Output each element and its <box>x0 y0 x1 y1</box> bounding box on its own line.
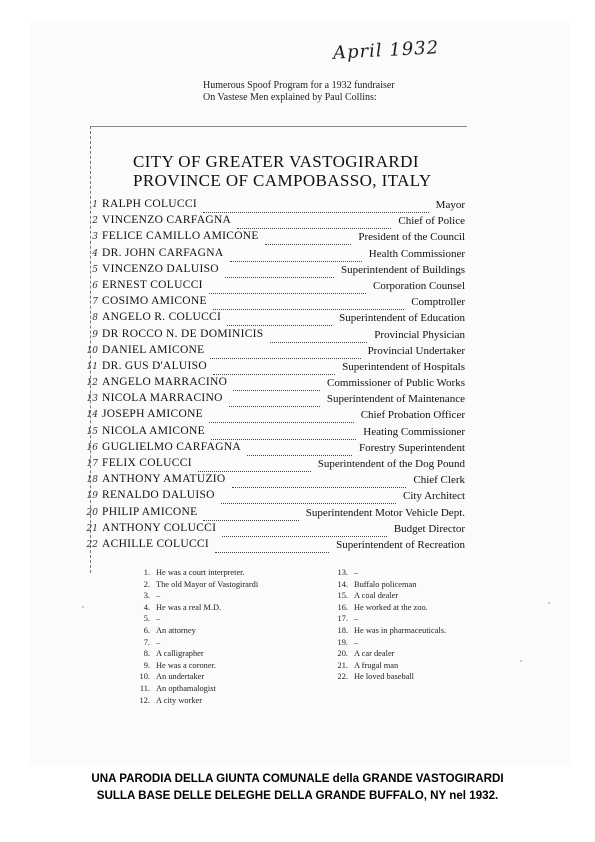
official-name: RALPH COLUCCI <box>102 198 197 210</box>
roster-number: 6 <box>92 280 98 291</box>
roster-number: 8 <box>92 313 98 324</box>
dot-leader <box>229 392 320 407</box>
note-text: He was a real M.D. <box>156 602 222 612</box>
dot-leader <box>209 279 366 294</box>
roster-number: 20 <box>86 507 98 518</box>
roster-number: 16 <box>86 442 98 453</box>
dot-leader <box>247 441 352 456</box>
note-text: He was a court interpreter. <box>156 568 245 577</box>
note-number: 13. <box>337 568 348 577</box>
dot-leader <box>203 506 299 521</box>
roster-row <box>80 522 465 538</box>
official-title: Superintendent of Recreation <box>333 539 465 551</box>
note-item <box>136 695 336 707</box>
note-item <box>334 671 524 683</box>
roster-row <box>80 376 465 392</box>
official-title: Mayor <box>433 199 465 211</box>
header-note-line: On Vastese Men explained by Paul Collins: <box>203 92 377 103</box>
roster-row <box>80 279 465 295</box>
note-item <box>136 590 336 602</box>
dot-leader <box>222 522 387 537</box>
note-item <box>136 625 336 637</box>
scan-speck <box>82 606 84 608</box>
header-note <box>203 80 483 104</box>
clipping-title-line: CITY OF GREATER VASTOGIRARDI <box>133 152 419 171</box>
dot-leader <box>221 489 396 504</box>
roster-number: 3 <box>92 232 98 243</box>
note-number: 7. <box>143 637 150 647</box>
dot-leader <box>230 247 362 262</box>
roster-number: 19 <box>86 491 98 502</box>
official-name: FELICE CAMILLO AMICONE <box>102 230 259 243</box>
clipping-title <box>133 152 453 190</box>
note-text: A coal dealer <box>354 591 399 601</box>
note-number: 3. <box>143 591 150 601</box>
note-item <box>136 602 336 614</box>
note-number: 2. <box>143 579 150 589</box>
official-title: Budget Director <box>391 523 465 535</box>
official-name: DR. GUS D'ALUISO <box>102 359 207 372</box>
official-name: FELIX COLUCCI <box>102 457 192 469</box>
roster-row <box>80 392 465 408</box>
note-item <box>334 602 524 614</box>
official-title: Superintendent of Maintenance <box>324 393 465 405</box>
official-name: RENALDO DALUISO <box>102 489 215 502</box>
official-name: VINCENZO CARFAGNA <box>102 214 232 227</box>
note-text: The old Mayor of Vastogirardi <box>156 579 259 589</box>
dot-leader <box>227 311 332 326</box>
note-item <box>334 637 524 649</box>
note-item <box>136 683 336 695</box>
dot-leader <box>198 457 311 472</box>
roster-row <box>80 489 465 505</box>
note-item <box>136 579 336 591</box>
note-text: A frugal man <box>354 660 399 670</box>
note-number: 16. <box>337 602 348 612</box>
note-item <box>136 567 336 579</box>
official-title: Forestry Superintendent <box>356 442 465 454</box>
roster-row <box>80 506 465 522</box>
roster-row <box>80 441 465 457</box>
handwritten-date: April 1932 <box>332 37 440 64</box>
roster-number: 18 <box>86 475 98 486</box>
note-item <box>136 671 336 683</box>
note-number: 14. <box>337 579 348 589</box>
note-item <box>334 660 524 672</box>
dot-leader <box>211 425 356 440</box>
note-number: 20. <box>337 649 348 659</box>
scan-speck <box>548 602 550 604</box>
roster-row <box>80 425 465 441</box>
caption-line: SULLA BASE DELLE DELEGHE DELLA GRANDE BUFFALO, NY nel 1932. <box>96 789 499 802</box>
note-text: He was a coroner. <box>156 660 216 670</box>
note-item <box>136 660 336 672</box>
dot-leader <box>225 263 334 278</box>
official-title: Superintendent of Hospitals <box>339 361 465 373</box>
note-number: 4. <box>143 602 150 612</box>
official-name: ANGELO MARRACINO <box>102 376 228 389</box>
roster-number: 13 <box>86 394 98 405</box>
roster-row <box>80 473 465 489</box>
officials-roster <box>80 198 465 554</box>
roster-row <box>80 214 465 230</box>
roster-row <box>80 311 465 327</box>
roster-number: 14 <box>86 410 98 421</box>
note-item <box>334 579 524 591</box>
roster-row <box>80 344 465 360</box>
official-title: Heating Commissioner <box>360 426 465 438</box>
header-note-line: Humerous Spoof Program for a 1932 fundraiser <box>203 80 395 91</box>
roster-row <box>80 295 465 311</box>
note-text: – <box>354 568 359 577</box>
note-number: 5. <box>143 614 150 624</box>
note-number: 12. <box>139 695 150 705</box>
official-name: ERNEST COLUCCI <box>102 278 203 291</box>
dot-leader <box>232 473 406 488</box>
official-title: Superintendent of Education <box>336 312 465 324</box>
dot-leader <box>233 376 320 391</box>
note-item <box>136 637 336 649</box>
note-text: – <box>156 614 161 624</box>
official-name: VINCENZO DALUISO <box>102 262 219 275</box>
note-number: 22. <box>337 672 348 682</box>
roster-number: 10 <box>86 345 98 356</box>
roster-row <box>80 538 465 554</box>
roster-number: 7 <box>92 297 98 308</box>
note-item <box>334 613 524 625</box>
note-text: A car dealer <box>354 649 395 659</box>
note-item <box>136 648 336 660</box>
note-text: – <box>354 637 359 647</box>
note-text: An attorney <box>156 625 196 635</box>
note-number: 17. <box>337 614 348 624</box>
official-title: Provincial Physician <box>371 329 465 341</box>
official-name: ANTHONY AMATUZIO <box>102 473 226 486</box>
roster-number: 11 <box>86 361 98 372</box>
note-number: 18. <box>337 625 348 635</box>
official-title: Comptroller <box>408 296 465 308</box>
scan-speck <box>520 660 522 662</box>
note-number: 10. <box>139 672 150 682</box>
official-name: NICOLA AMICONE <box>102 424 205 437</box>
official-name: PHILIP AMICONE <box>102 505 198 518</box>
roster-number: 21 <box>86 523 98 534</box>
dot-leader <box>237 214 391 229</box>
official-name: GUGLIELMO CARFAGNA <box>102 440 242 453</box>
roster-number: 15 <box>86 426 98 437</box>
note-text: He worked at the zoo. <box>354 602 428 612</box>
official-name: ANTHONY COLUCCI <box>102 521 217 534</box>
dot-leader <box>213 295 404 310</box>
roster-row <box>80 328 465 344</box>
notes-right-column <box>334 567 524 683</box>
note-number: 11. <box>139 683 150 693</box>
roster-number: 4 <box>92 248 98 259</box>
official-title: Superintendent of the Dog Pound <box>315 458 465 470</box>
dot-leader <box>213 360 335 375</box>
roster-number: 9 <box>92 329 98 340</box>
note-text: He loved baseball <box>354 672 414 682</box>
roster-row <box>80 247 465 263</box>
official-name: JOSEPH AMICONE <box>102 408 204 421</box>
clipping-title-line: PROVINCE OF CAMPOBASSO, ITALY <box>133 171 432 190</box>
note-text: An undertaker <box>156 672 205 682</box>
official-title: Chief Probation Officer <box>358 409 465 421</box>
official-title: Commissioner of Public Works <box>324 377 465 389</box>
roster-row <box>80 198 465 214</box>
roster-row <box>80 360 465 376</box>
dot-leader <box>209 408 354 423</box>
note-number: 15. <box>337 591 348 601</box>
dot-leader <box>203 198 429 213</box>
official-title: Provincial Undertaker <box>365 345 465 357</box>
roster-number: 5 <box>92 264 98 275</box>
official-name: ACHILLE COLUCCI <box>102 537 210 550</box>
note-text: – <box>156 637 161 647</box>
roster-row <box>80 263 465 279</box>
note-text: He was in pharmaceuticals. <box>354 625 447 635</box>
official-name: DANIEL AMICONE <box>102 343 205 356</box>
roster-number: 17 <box>86 459 98 469</box>
dot-leader <box>210 344 361 359</box>
official-title: Health Commissioner <box>366 248 465 260</box>
roster-number: 1 <box>92 200 98 210</box>
note-item <box>136 613 336 625</box>
dot-leader <box>265 230 351 245</box>
dot-leader <box>270 328 367 343</box>
notes-left-column <box>136 567 336 706</box>
official-name: COSIMO AMICONE <box>102 295 207 308</box>
official-title: Corporation Counsel <box>370 280 465 292</box>
roster-row <box>80 408 465 424</box>
note-item <box>334 590 524 602</box>
note-item <box>334 567 524 579</box>
official-name: DR ROCCO N. DE DOMINICIS <box>102 327 264 340</box>
official-title: Chief of Police <box>395 215 465 227</box>
roster-row <box>80 457 465 473</box>
official-name: NICOLA MARRACINO <box>102 392 223 405</box>
dot-leader <box>215 538 329 553</box>
note-number: 21. <box>337 660 348 670</box>
page-caption <box>0 770 595 804</box>
note-text: – <box>354 614 359 624</box>
roster-number: 12 <box>86 378 98 389</box>
caption-line: UNA PARODIA DELLA GIUNTA COMUNALE della GRANDE VASTOGIRARDI <box>91 772 504 785</box>
official-title: City Architect <box>400 490 465 502</box>
roster-number: 2 <box>92 216 98 227</box>
official-name: DR. JOHN CARFAGNA <box>102 246 224 259</box>
roster-number: 22 <box>86 539 98 550</box>
note-number: 1. <box>143 568 150 577</box>
official-title: Superintendent Motor Vehicle Dept. <box>303 507 465 519</box>
roster-row <box>80 230 465 246</box>
note-item <box>334 625 524 637</box>
official-title: President of the Council <box>355 231 465 243</box>
note-number: 19. <box>337 637 348 647</box>
note-text: A calligrapher <box>156 649 204 659</box>
note-number: 6. <box>143 625 150 635</box>
note-item <box>334 648 524 660</box>
note-text: A city worker <box>156 695 203 705</box>
note-number: 9. <box>143 660 150 670</box>
official-title: Superintendent of Buildings <box>338 264 465 276</box>
note-text: An opthamalogist <box>156 683 216 693</box>
official-name: ANGELO R. COLUCCI <box>102 311 222 324</box>
note-text: Buffalo policeman <box>354 579 417 589</box>
official-title: Chief Clerk <box>410 474 465 486</box>
note-number: 8. <box>143 649 150 659</box>
note-text: – <box>156 591 161 601</box>
